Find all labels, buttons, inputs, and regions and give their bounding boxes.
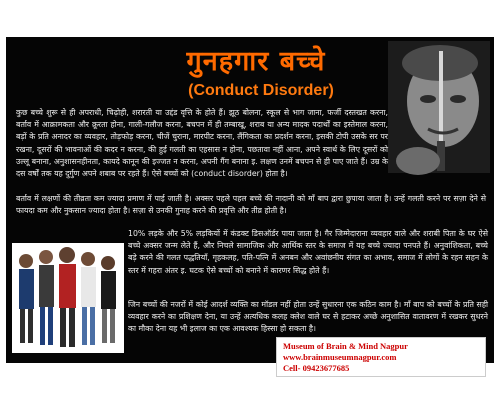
group-of-boys-photo bbox=[12, 243, 124, 353]
boy-with-knife-photo bbox=[388, 41, 490, 173]
paragraph-3: 10% लड़के और 5% लड़कियों में कंडक्ट डिसऑर्डर पाया जाता है। गैर जिम्मेदाराना व्यवहार वाले और शराबी पिता के घर ऐसे बच्चे अक्सर जन्म लेते हैं, और निचले सामाजिक और आर्थिक स्तर के समाज में यह बच्चे ज्यादा पनपते हैं। अनुवांशिकता, बच्चे बड़े करने की गलत पद्धतियाँ, गृहकलह, पति-पत्नि में अनबन और अवांछनीय संगत का अभाव, समाज में लोगों के रहन सहन के स्तर में गहरा अंतर इ. घटक ऐसे बच्चों को बनाने में कारणर सिद्ध होते हैं। bbox=[128, 229, 488, 275]
credit-website[interactable]: www.brainmuseumnagpur.com bbox=[283, 352, 397, 362]
poster bbox=[6, 37, 494, 373]
poster-title: गुनहगार बच्चे bbox=[186, 46, 326, 77]
paragraph-2: बर्ताव में लक्षणों की तीव्रता कम ज्यादा प्रमाण में पाई जाती है। अक्सर पहले पहल बच्चे की नादानी को माँ बाप द्वारा छुपाया जाता है। उन्हें गलती करने पर सज़ा देने से फायदा कम और नुकसान ज्यादा होता है। सज़ा से उनकी गुनाह करने की प्रवृत्ति और तीव्र होती है। bbox=[16, 194, 486, 216]
paragraph-4: जिन बच्चों की नजरों में कोई आदर्श व्यक्ति का मॉडल नहीं होता उन्हें सुधारना एक कठिन काम है। माँ बाप को बच्चों के प्रति सही व्यवहार करने का प्रशिक्षण देना, या उन्हें अत्यधिक कलह क्लेश वाले घर से हटाकर अच्छे अनुशासित वातावरण में रखकर सुधरने का मौका देना यह भी इलाज का एक आवश्यक हिस्सा हो सकता है। bbox=[128, 300, 488, 334]
paragraph-1: कुछ बच्चे शुरू से ही अपराधी, चिढ़ोही, शरारती या उद्दंड वृत्ति के होते हैं। झूठ बोलना, स्कूल से भाग जाना, फर्जी दस्तखत करना, बर्ताव में आक्रामकता और क्रूरता होना, गाली-गलौज करना, बचपन में ही तम्बाखू, शराब या अन्य मादक पदार्थों का इस्तेमाल करना, बड़ों के प्रति अनादर का व्यवहार, तोड़फोड़ करना, चीजें चुराना, मारपीट करना, लैंगिकता का प्रदर्शन करना, इसकी टोपी उसके सर पर रखना, दूसरों की भावनाओं की कदर न करना, की हुई गलती का एहसास न होना, पछतावा नहीं आना, अपने स्वार्थ के लिए दूसरों को उल्लू बनाना, अनुशासनहीनता, कायदे कानून की इज्जत न करना, अपनी गैंग बनाना इ. लक्षण उनमें बचपन से ही पाए जाते हैं। उम्र के दस वर्षों तक यह दुर्गुण अपने शबाब पर रहते हैं। ऐसे बच्चों को (conduct disorder) होता है। bbox=[16, 108, 388, 179]
museum-credit-box bbox=[276, 337, 486, 377]
credit-phone: Cell- 09423677685 bbox=[283, 363, 350, 373]
group-of-boys-illustration bbox=[12, 243, 124, 353]
boy-with-knife-illustration bbox=[388, 41, 490, 173]
credit-museum-name: Museum of Brain & Mind Nagpur bbox=[283, 341, 408, 351]
poster-subtitle: (Conduct Disorder) bbox=[188, 82, 334, 99]
